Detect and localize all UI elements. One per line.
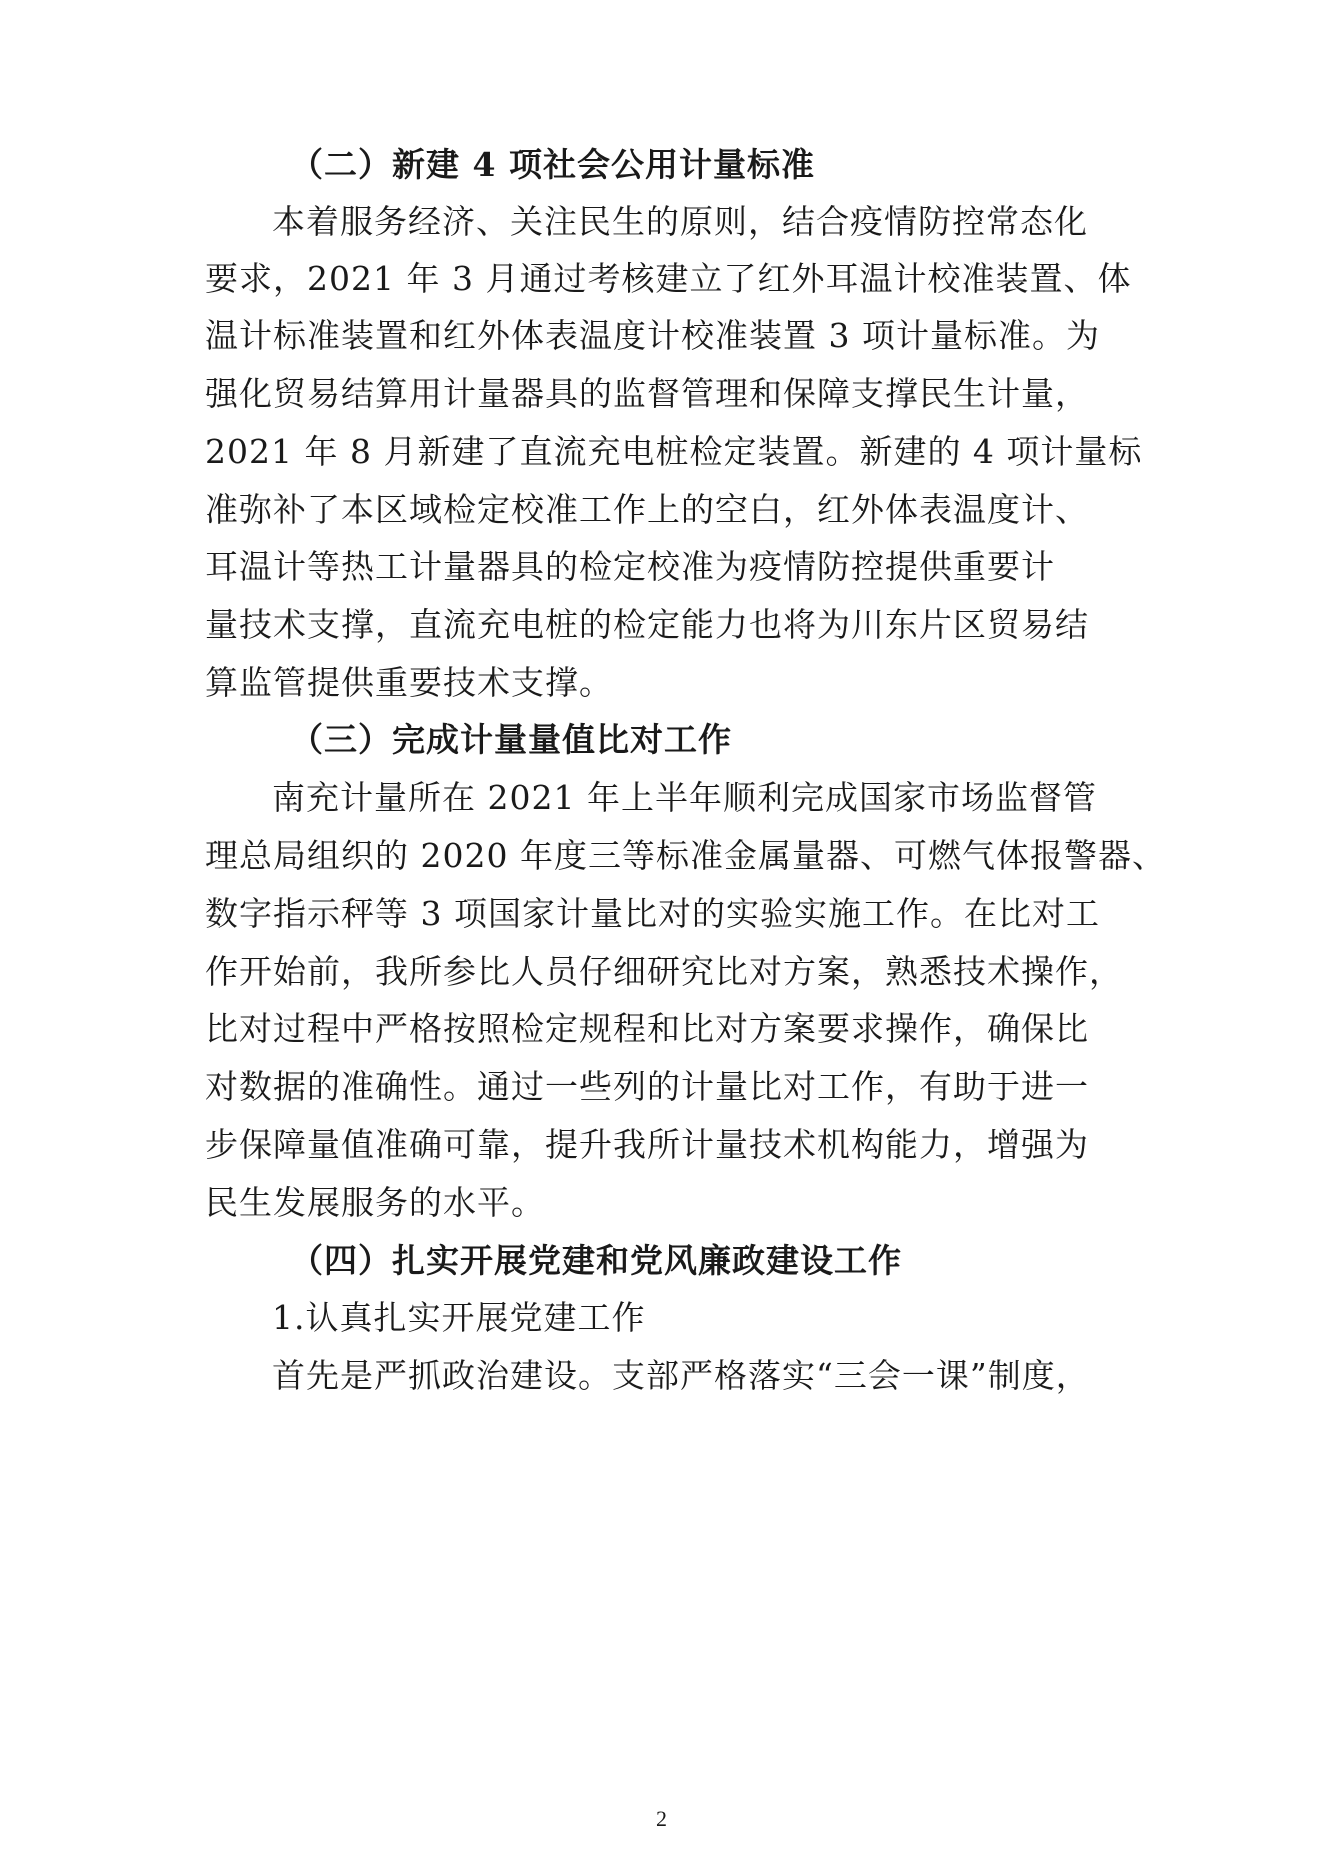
section-heading: （二）新建 4 项社会公用计量标准: [290, 145, 815, 184]
paragraph-line: 准弥补了本区域检定校准工作上的空白，红外体表温度计、: [205, 490, 1089, 529]
paragraph-line: 南充计量所在 2021 年上半年顺利完成国家市场监督管: [272, 778, 1097, 817]
paragraph-line: 理总局组织的 2020 年度三等标准金属量器、可燃气体报警器、: [205, 836, 1166, 875]
paragraph-line: 耳温计等热工计量器具的检定校准为疫情防控提供重要计: [205, 547, 1055, 586]
section-heading: （三）完成计量量值比对工作: [290, 720, 732, 759]
section-heading: （四）扎实开展党建和党风廉政建设工作: [290, 1241, 902, 1280]
paragraph-line: 量技术支撑，直流充电桩的检定能力也将为川东片区贸易结: [205, 605, 1089, 644]
paragraph-line: 民生发展服务的水平。: [205, 1183, 545, 1222]
paragraph-line: 数字指示秤等 3 项国家计量比对的实验实施工作。在比对工: [205, 894, 1100, 933]
paragraph-line: 比对过程中严格按照检定规程和比对方案要求操作，确保比: [205, 1009, 1089, 1048]
paragraph-line: 温计标准装置和红外体表温度计校准装置 3 项计量标准。为: [205, 316, 1100, 355]
paragraph-line: 本着服务经济、关注民生的原则，结合疫情防控常态化: [272, 202, 1088, 241]
paragraph-line: 强化贸易结算用计量器具的监督管理和保障支撑民生计量，: [205, 374, 1089, 413]
sub-heading: 1.认真扎实开展党建工作: [272, 1298, 646, 1337]
paragraph-line: 首先是严抓政治建设。支部严格落实“三会一课”制度，: [272, 1356, 1090, 1395]
paragraph-line: 要求，2021 年 3 月通过考核建立了红外耳温计校准装置、体: [205, 259, 1132, 298]
paragraph-line: 步保障量值准确可靠，提升我所计量技术机构能力，增强为: [205, 1125, 1089, 1164]
paragraph-line: 2021 年 8 月新建了直流充电桩检定装置。新建的 4 项计量标: [205, 432, 1143, 471]
paragraph-line: 对数据的准确性。通过一些列的计量比对工作，有助于进一: [205, 1067, 1089, 1106]
page-number: 2: [656, 1806, 667, 1831]
paragraph-line: 作开始前，我所参比人员仔细研究比对方案，熟悉技术操作，: [205, 952, 1123, 991]
paragraph-line: 算监管提供重要技术支撑。: [205, 663, 613, 702]
